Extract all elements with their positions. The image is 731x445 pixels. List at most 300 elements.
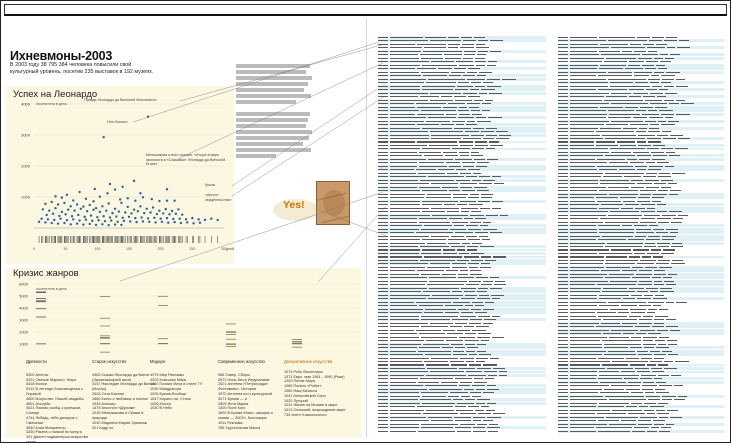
table-row: [378, 46, 546, 49]
table-cell: [670, 417, 682, 418]
table-cell: [390, 392, 419, 393]
table-cell: [622, 51, 632, 52]
table-cell: [656, 263, 668, 264]
table-cell: [622, 323, 637, 324]
table-cell: [599, 403, 629, 404]
table-row: [378, 346, 546, 349]
table-cell: [378, 93, 388, 94]
table-cell: [499, 135, 511, 136]
table-row: [558, 182, 724, 185]
table-cell: [490, 40, 503, 41]
table-cell: [390, 382, 416, 383]
table-cell: [597, 284, 637, 285]
scatter-xtick-label: 150: [126, 247, 132, 251]
table-cell: [475, 305, 483, 306]
table-cell: [451, 246, 465, 247]
table-row: [558, 217, 724, 220]
table-cell: [558, 145, 568, 146]
table-cell: [476, 326, 490, 327]
table-cell: [486, 135, 497, 136]
page-title: Ихневмоны-2003: [10, 49, 113, 63]
table-row: [378, 193, 546, 196]
table-cell: [467, 347, 478, 348]
table-cell: [390, 141, 415, 142]
table-cell: [482, 239, 491, 240]
table-cell: [469, 323, 481, 324]
table-cell: [487, 389, 499, 390]
table-cell: [431, 138, 461, 139]
table-cell: [460, 183, 478, 184]
table-cell: [427, 284, 464, 285]
table-cell: [481, 89, 495, 90]
table-cell: [558, 337, 568, 338]
table-cell: [390, 124, 415, 125]
table-cell: [422, 201, 458, 202]
table-row: [558, 301, 724, 304]
table-cell: [643, 337, 657, 338]
scatter-xtick-label: 100: [94, 247, 101, 251]
table-cell: [477, 291, 486, 292]
table-cell: [472, 114, 482, 115]
table-cell: [648, 51, 656, 52]
table-cell: [644, 295, 652, 296]
table-cell: [423, 51, 462, 52]
table-row: [558, 71, 724, 74]
table-cell: [639, 281, 652, 282]
table-row: [378, 336, 546, 339]
table-cell: [451, 364, 467, 365]
table-cell: [429, 277, 456, 278]
table-row: [558, 412, 724, 415]
table-cell: [610, 82, 633, 83]
table-cell: [378, 270, 388, 271]
table-cell: [378, 194, 388, 195]
table-cell: [428, 176, 465, 177]
table-cell: [477, 75, 486, 76]
table-cell: [657, 413, 669, 414]
table-cell: [558, 347, 568, 348]
table-cell: [558, 351, 568, 352]
table-cell: [646, 239, 660, 240]
table-cell: [378, 302, 388, 303]
table-cell: [570, 72, 606, 73]
table-row: [558, 221, 724, 224]
table-cell: [390, 316, 419, 317]
table-cell: [570, 382, 598, 383]
table-cell: [474, 100, 483, 101]
table-cell: [609, 274, 634, 275]
table-cell: [466, 284, 479, 285]
table-cell: [390, 385, 423, 386]
table-cell: [442, 347, 453, 348]
table-cell: [599, 295, 630, 296]
table-cell: [570, 194, 607, 195]
table-cell: [481, 406, 490, 407]
table-row: [378, 113, 546, 116]
table-cell: [378, 371, 388, 372]
table-cell: [485, 100, 493, 101]
table-cell: [378, 138, 388, 139]
table-cell: [570, 420, 596, 421]
table-cell: [657, 243, 670, 244]
table-row: [558, 377, 724, 380]
table-cell: [378, 117, 388, 118]
table-cell: [471, 110, 480, 111]
table-cell: [558, 340, 568, 341]
table-row: [558, 50, 724, 53]
table-cell: [661, 114, 674, 115]
table-cell: [429, 288, 460, 289]
table-cell: [558, 229, 568, 230]
table-cell: [443, 249, 454, 250]
table-cell: [390, 96, 418, 97]
table-row: [378, 134, 546, 137]
table-row: [378, 43, 546, 46]
genre-ytick-label: 3000: [19, 317, 28, 323]
table-cell: [451, 344, 462, 345]
table-cell: [455, 347, 465, 348]
table-cell: [479, 93, 488, 94]
table-cell: [665, 166, 674, 167]
table-cell: [422, 249, 442, 250]
scatter-xtick-label: 300: [221, 247, 227, 251]
table-cell: [626, 358, 640, 359]
table-cell: [492, 201, 503, 202]
table-cell: [666, 284, 675, 285]
table-cell: [558, 392, 568, 393]
table-cell: [637, 351, 649, 352]
table-cell: [558, 131, 568, 132]
table-cell: [570, 141, 594, 142]
table-cell: [636, 110, 646, 111]
table-cell: [663, 277, 673, 278]
table-cell: [467, 79, 485, 80]
table-cell: [632, 431, 644, 432]
table-cell: [427, 243, 445, 244]
table-cell: [570, 351, 606, 352]
table-cell: [648, 169, 661, 170]
table-cell: [390, 82, 424, 83]
table-row: [378, 165, 546, 168]
table-cell: [659, 110, 672, 111]
table-cell: [601, 323, 620, 324]
table-cell: [450, 229, 465, 230]
table-cell: [419, 152, 441, 153]
table-cell: [390, 284, 425, 285]
table-cell: [390, 330, 414, 331]
table-cell: [674, 399, 685, 400]
genre-item: 4800 Искусство. Нашей свадьбы: [26, 396, 84, 401]
table-cell: [470, 319, 481, 320]
table-cell: [460, 173, 470, 174]
table-cell: [378, 277, 388, 278]
table-cell: [599, 371, 620, 372]
table-cell: [455, 100, 472, 101]
table-cell: [665, 117, 673, 118]
table-row: [378, 99, 546, 102]
table-cell: [378, 82, 388, 83]
table-row: [378, 301, 546, 304]
table-cell: [570, 243, 605, 244]
table-cell: [646, 396, 660, 397]
table-cell: [468, 263, 479, 264]
table-cell: [390, 166, 417, 167]
table-cell: [608, 79, 646, 80]
table-cell: [390, 368, 425, 369]
table-row: [558, 78, 724, 81]
table-cell: [676, 302, 687, 303]
table-cell: [479, 176, 490, 177]
table-cell: [422, 239, 447, 240]
table-cell: [378, 291, 388, 292]
table-cell: [558, 225, 568, 226]
table-cell: [378, 427, 388, 428]
table-cell: [658, 190, 668, 191]
table-row: [378, 116, 546, 119]
table-cell: [598, 420, 619, 421]
table-row: [558, 249, 724, 252]
table-cell: [631, 295, 642, 296]
table-row: [558, 371, 724, 374]
table-cell: [445, 58, 461, 59]
table-cell: [459, 65, 474, 66]
table-cell: [570, 114, 607, 115]
table-cell: [654, 183, 666, 184]
table-cell: [418, 431, 455, 432]
table-row: [378, 280, 546, 283]
table-cell: [606, 96, 627, 97]
table-cell: [606, 417, 637, 418]
table-cell: [452, 121, 465, 122]
genre-item: 785 Хрустальная Маска: [218, 425, 261, 430]
table-cell: [621, 305, 637, 306]
table-cell: [652, 326, 664, 327]
table-row: [558, 360, 724, 363]
table-row: [378, 343, 546, 346]
table-cell: [423, 413, 459, 414]
table-cell: [648, 141, 661, 142]
table-cell: [657, 204, 667, 205]
table-cell: [636, 131, 646, 132]
table-cell: [651, 249, 661, 250]
genre-item: 3071 Бремя — и: [218, 396, 247, 401]
table-cell: [599, 37, 635, 38]
table-cell: [605, 277, 630, 278]
table-cell: [378, 58, 388, 59]
table-cell: [458, 274, 469, 275]
table-row: [558, 391, 724, 394]
genre-item: 1041 Бельгийский Серп: [284, 393, 326, 398]
table-cell: [661, 427, 670, 428]
table-cell: [558, 298, 568, 299]
table-cell: [378, 86, 388, 87]
table-cell: [570, 333, 601, 334]
table-cell: [378, 312, 388, 313]
table-cell: [558, 382, 568, 383]
table-row: [558, 308, 724, 311]
table-cell: [390, 114, 415, 115]
table-cell: [652, 159, 665, 160]
table-cell: [640, 190, 656, 191]
table-cell: [420, 246, 449, 247]
table-cell: [476, 358, 488, 359]
table-cell: [659, 309, 668, 310]
table-cell: [390, 51, 421, 52]
table-cell: [452, 291, 463, 292]
table-cell: [634, 225, 647, 226]
table-cell: [378, 183, 388, 184]
table-cell: [570, 378, 596, 379]
scatter-xlabel: дней: [226, 247, 234, 251]
table-cell: [454, 68, 466, 69]
table-cell: [378, 260, 388, 261]
table-cell: [378, 51, 388, 52]
table-cell: [666, 319, 676, 320]
table-cell: [378, 187, 388, 188]
table-cell: [429, 145, 458, 146]
table-cell: [663, 138, 677, 139]
table-row: [558, 245, 724, 248]
table-cell: [378, 389, 388, 390]
table-cell: [456, 61, 473, 62]
table-cell: [487, 427, 499, 428]
table-row: [558, 165, 724, 168]
table-cell: [570, 103, 609, 104]
genre-item: 1030 В Небо: [150, 406, 173, 411]
table-cell: [390, 187, 417, 188]
table-row: [378, 245, 546, 248]
table-cell: [477, 368, 490, 369]
genre-item: 5312 В легенде Благовещенья с Лирикой: [26, 387, 83, 396]
table-cell: [477, 344, 487, 345]
table-cell: [654, 319, 664, 320]
table-cell: [460, 413, 476, 414]
table-cell: [570, 347, 602, 348]
table-cell: [598, 225, 620, 226]
table-cell: [390, 246, 418, 247]
table-cell: [464, 256, 479, 257]
table-cell: [621, 208, 633, 209]
table-cell: [378, 155, 388, 156]
table-row: [378, 276, 546, 279]
table-cell: [645, 121, 656, 122]
table-row: [558, 109, 724, 112]
table-cell: [662, 79, 673, 80]
table-cell: [378, 121, 388, 122]
table-cell: [627, 159, 637, 160]
table-row: [378, 304, 546, 307]
table-cell: [639, 406, 648, 407]
table-cell: [603, 333, 621, 334]
table-cell: [430, 263, 450, 264]
table-cell: [378, 222, 388, 223]
table-cell: [455, 406, 466, 407]
table-cell: [657, 96, 666, 97]
table-cell: [483, 281, 493, 282]
table-cell: [460, 424, 475, 425]
table-cell: [445, 305, 463, 306]
table-cell: [609, 337, 629, 338]
table-cell: [625, 204, 639, 205]
table-cell: [378, 103, 388, 104]
table-cell: [425, 354, 450, 355]
table-row: [378, 186, 546, 189]
table-cell: [378, 152, 388, 153]
table-cell: [390, 75, 421, 76]
table-cell: [390, 344, 421, 345]
table-cell: [419, 218, 448, 219]
table-cell: [570, 371, 597, 372]
genre-item: 1030 Мандрагора: [150, 387, 181, 392]
table-cell: [674, 385, 684, 386]
table-cell: [570, 44, 598, 45]
table-cell: [479, 183, 492, 184]
table-cell: [378, 236, 388, 237]
table-cell: [570, 288, 601, 289]
table-cell: [378, 169, 388, 170]
table-cell: [570, 131, 594, 132]
table-cell: [655, 316, 669, 317]
table-cell: [441, 382, 458, 383]
table-row: [558, 262, 724, 265]
genre-item: 1031 Жизнь на Москве в мире: [284, 403, 338, 408]
table-row: [558, 287, 724, 290]
table-cell: [639, 270, 652, 271]
table-cell: [378, 114, 388, 115]
table-cell: [463, 40, 476, 41]
table-cell: [570, 211, 608, 212]
table-cell: [570, 354, 602, 355]
table-cell: [633, 249, 649, 250]
table-cell: [637, 263, 654, 264]
genre-ytick-label: 4000: [19, 305, 28, 311]
table-cell: [481, 284, 491, 285]
table-row: [558, 64, 724, 67]
table-cell: [642, 385, 657, 386]
table-cell: [390, 107, 415, 108]
table-cell: [426, 121, 450, 122]
table-cell: [458, 277, 474, 278]
table-cell: [378, 75, 388, 76]
table-cell: [610, 86, 649, 87]
table-cell: [418, 173, 445, 174]
table-cell: [480, 208, 491, 209]
table-cell: [428, 79, 465, 80]
table-cell: [378, 420, 388, 421]
table-cell: [631, 403, 642, 404]
table-cell: [662, 396, 676, 397]
table-cell: [390, 180, 418, 181]
table-cell: [419, 162, 445, 163]
table-cell: [483, 392, 494, 393]
table-cell: [390, 103, 414, 104]
table-cell: [628, 239, 644, 240]
table-row: [378, 416, 546, 419]
table-cell: [430, 93, 461, 94]
table-cell: [390, 152, 417, 153]
table-cell: [421, 424, 458, 425]
table-cell: [469, 364, 481, 365]
table-cell: [637, 201, 650, 202]
table-cell: [570, 96, 604, 97]
table-cell: [651, 368, 662, 369]
table-cell: [650, 103, 667, 104]
table-cell: [454, 96, 466, 97]
exhibitions-table: [372, 26, 727, 438]
scatter-ylabel: посетители в день: [36, 102, 67, 106]
table-cell: [378, 211, 388, 212]
table-cell: [570, 61, 602, 62]
